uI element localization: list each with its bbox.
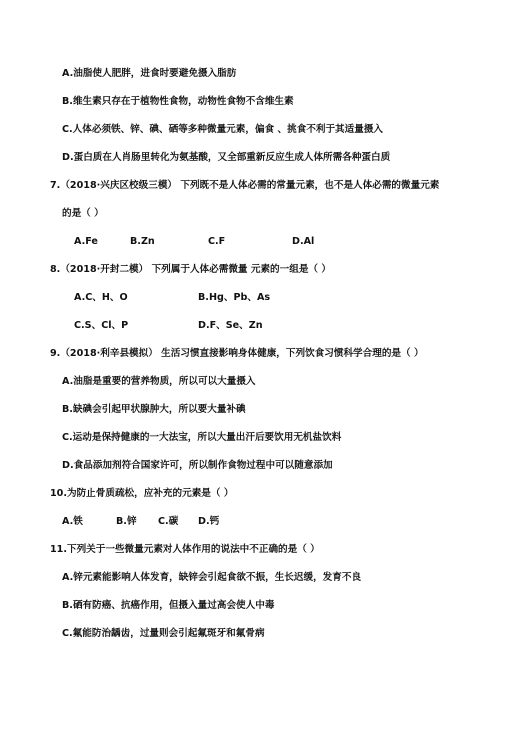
q11-option-b: B.硒有防癌、抗癌作用，但摄入量过高会使人中毒 <box>62 600 275 611</box>
q9-option-d: D.食品添加剂符合国家许可，所以制作食物过程中可以随意添加 <box>62 460 333 471</box>
q11-option-a: A.锌元素能影响人体发育，缺锌会引起食欲不振，生长迟缓，发育不良 <box>62 572 362 583</box>
q7-option-a: A.Fe <box>74 236 98 247</box>
q11-option-c: C.氟能防治龋齿，过量则会引起氟斑牙和氟骨病 <box>62 628 265 639</box>
q6-option-c: C.人体必须铁、锌、碘、硒等多种微量元素，偏食 、挑食不利于其适量摄入 <box>62 124 384 135</box>
q9-option-b: B.缺碘会引起甲状腺肿大，所以要大量补碘 <box>62 404 246 415</box>
q10-option-d: D.钙 <box>198 516 220 527</box>
q10-option-c: C.碳 <box>158 516 179 527</box>
q11-stem: 11.下列关于一些微量元素对人体作用的说法中不正确的是（ ） <box>50 544 320 555</box>
q9-stem: 9.（2018·利辛县模拟） 生活习惯直接影响身体健康，下列饮食习惯科学合理的是（ ） <box>50 348 424 359</box>
q6-option-d: D.蛋白质在人肖肠里转化为氨基酸，又全部重新反应生成人体所需各种蛋白质 <box>62 152 391 163</box>
q10-option-b: B.锌 <box>116 516 137 527</box>
q8-option-c: C.S、Cl、P <box>74 320 129 331</box>
q8-stem: 8.（2018·开封二模） 下列属于人体必需微量 元素的一组是（ ） <box>50 264 331 275</box>
q8-option-d: D.F、Se、Zn <box>198 320 263 331</box>
q6-option-a: A.油脂使人肥胖，进食时要避免摄入脂肪 <box>62 68 237 79</box>
q8-option-b: B.Hg、Pb、As <box>198 292 271 303</box>
q10-option-a: A.铁 <box>62 516 83 527</box>
q6-option-b: B.维生素只存在于植物性食物，动物性食物不含维生素 <box>62 96 294 107</box>
q7-option-c: C.F <box>208 236 226 247</box>
q9-option-a: A.油脂是重要的营养物质，所以可以大量摄入 <box>62 376 256 387</box>
q7-stem: 7.（2018·兴庆区校级三模） 下列既不是人体必需的常量元素，也不是人体必需的微量元素 <box>50 180 440 191</box>
q10-stem: 10.为防止骨质疏松，应补充的元素是（ ） <box>50 488 234 499</box>
q7-option-b: B.Zn <box>130 236 155 247</box>
q8-option-a: A.C、H、O <box>74 292 128 303</box>
q7-option-d: D.Al <box>292 236 315 247</box>
q7-stem-continued: 的是（ ） <box>62 208 104 219</box>
q9-option-c: C.运动是保持健康的一大法宝，所以大量出汗后要饮用无机盐饮料 <box>62 432 342 443</box>
